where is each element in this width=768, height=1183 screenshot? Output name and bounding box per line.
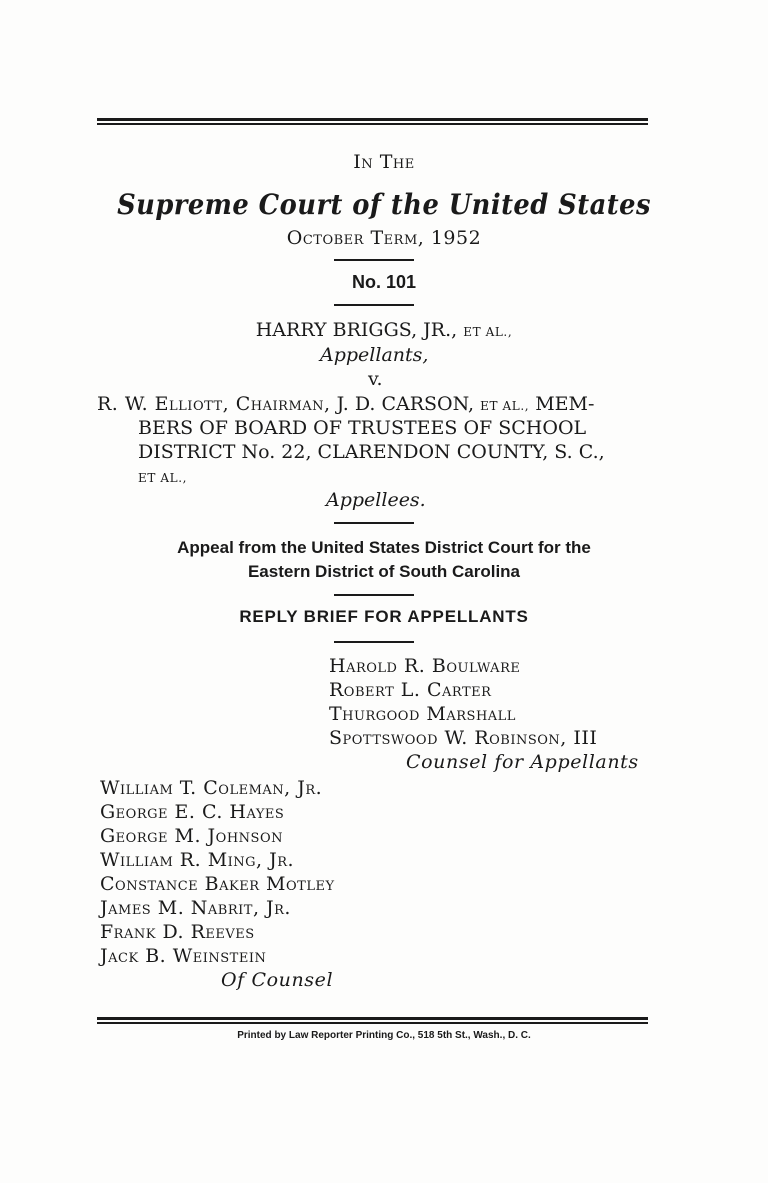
counsel-label: Counsel for Appellants xyxy=(406,751,639,773)
appellee-members: MEM- xyxy=(535,393,595,415)
of-counsel-name: George M. Johnson xyxy=(100,825,283,847)
of-counsel-name: James M. Nabrit, Jr. xyxy=(100,897,291,919)
of-counsel-label: Of Counsel xyxy=(221,969,334,991)
in-the-heading: In The xyxy=(353,151,415,173)
printer-credit: Printed by Law Reporter Printing Co., 518 5th St., Wash., D. C. xyxy=(237,1030,531,1041)
appellee-carson: J. D. CARSON, xyxy=(336,393,475,415)
appellee-et-al: ET AL., xyxy=(480,399,530,413)
counsel-name: Thurgood Marshall xyxy=(329,703,516,725)
appellant-et-al: ET AL., xyxy=(463,325,513,339)
top-rule xyxy=(97,118,648,121)
appellant-name: HARRY BRIGGS, JR., xyxy=(255,319,458,341)
of-counsel-name: Jack B. Weinstein xyxy=(100,945,267,967)
of-counsel-name: Frank D. Reeves xyxy=(100,921,255,943)
case-number: No. 101 xyxy=(351,272,417,292)
of-counsel-name: William R. Ming, Jr. xyxy=(100,849,295,871)
term: October Term, 1952 xyxy=(286,227,482,249)
appellees-label: Appellees. xyxy=(326,489,426,511)
versus: v. xyxy=(368,368,383,390)
of-counsel-name: George E. C. Hayes xyxy=(100,801,285,823)
appellants-label: Appellants, xyxy=(320,344,429,366)
divider xyxy=(334,259,414,261)
appellee-line-3: DISTRICT No. 22, CLARENDON COUNTY, S. C., xyxy=(138,441,605,463)
divider xyxy=(334,522,414,524)
counsel-name: Robert L. Carter xyxy=(329,679,492,701)
counsel-name: Harold R. Boulware xyxy=(329,655,521,677)
appellee-line-2: BERS OF BOARD OF TRUSTEES OF SCHOOL xyxy=(138,417,587,439)
divider xyxy=(334,641,414,643)
top-rule-thin xyxy=(97,123,648,125)
brief-title: REPLY BRIEF FOR APPELLANTS xyxy=(239,607,529,626)
divider xyxy=(334,594,414,596)
appellee-line-4: ET AL., xyxy=(138,471,188,485)
counsel-name: Spottswood W. Robinson, III xyxy=(329,727,598,749)
appellee-chairman: R. W. Elliott, Chairman, xyxy=(97,393,331,415)
appellant-line xyxy=(0,318,768,344)
appellee-line-1 xyxy=(97,392,594,418)
bottom-rule-thin xyxy=(97,1022,648,1024)
of-counsel-name: Constance Baker Motley xyxy=(100,873,335,895)
appeal-line-2: Eastern District of South Carolina xyxy=(247,562,521,581)
divider xyxy=(334,304,414,306)
court-name: Supreme Court of the United States xyxy=(117,188,651,221)
of-counsel-name: William T. Coleman, Jr. xyxy=(100,777,323,799)
appeal-line-1: Appeal from the United States District Court for the xyxy=(177,538,591,557)
bottom-rule xyxy=(97,1017,648,1020)
